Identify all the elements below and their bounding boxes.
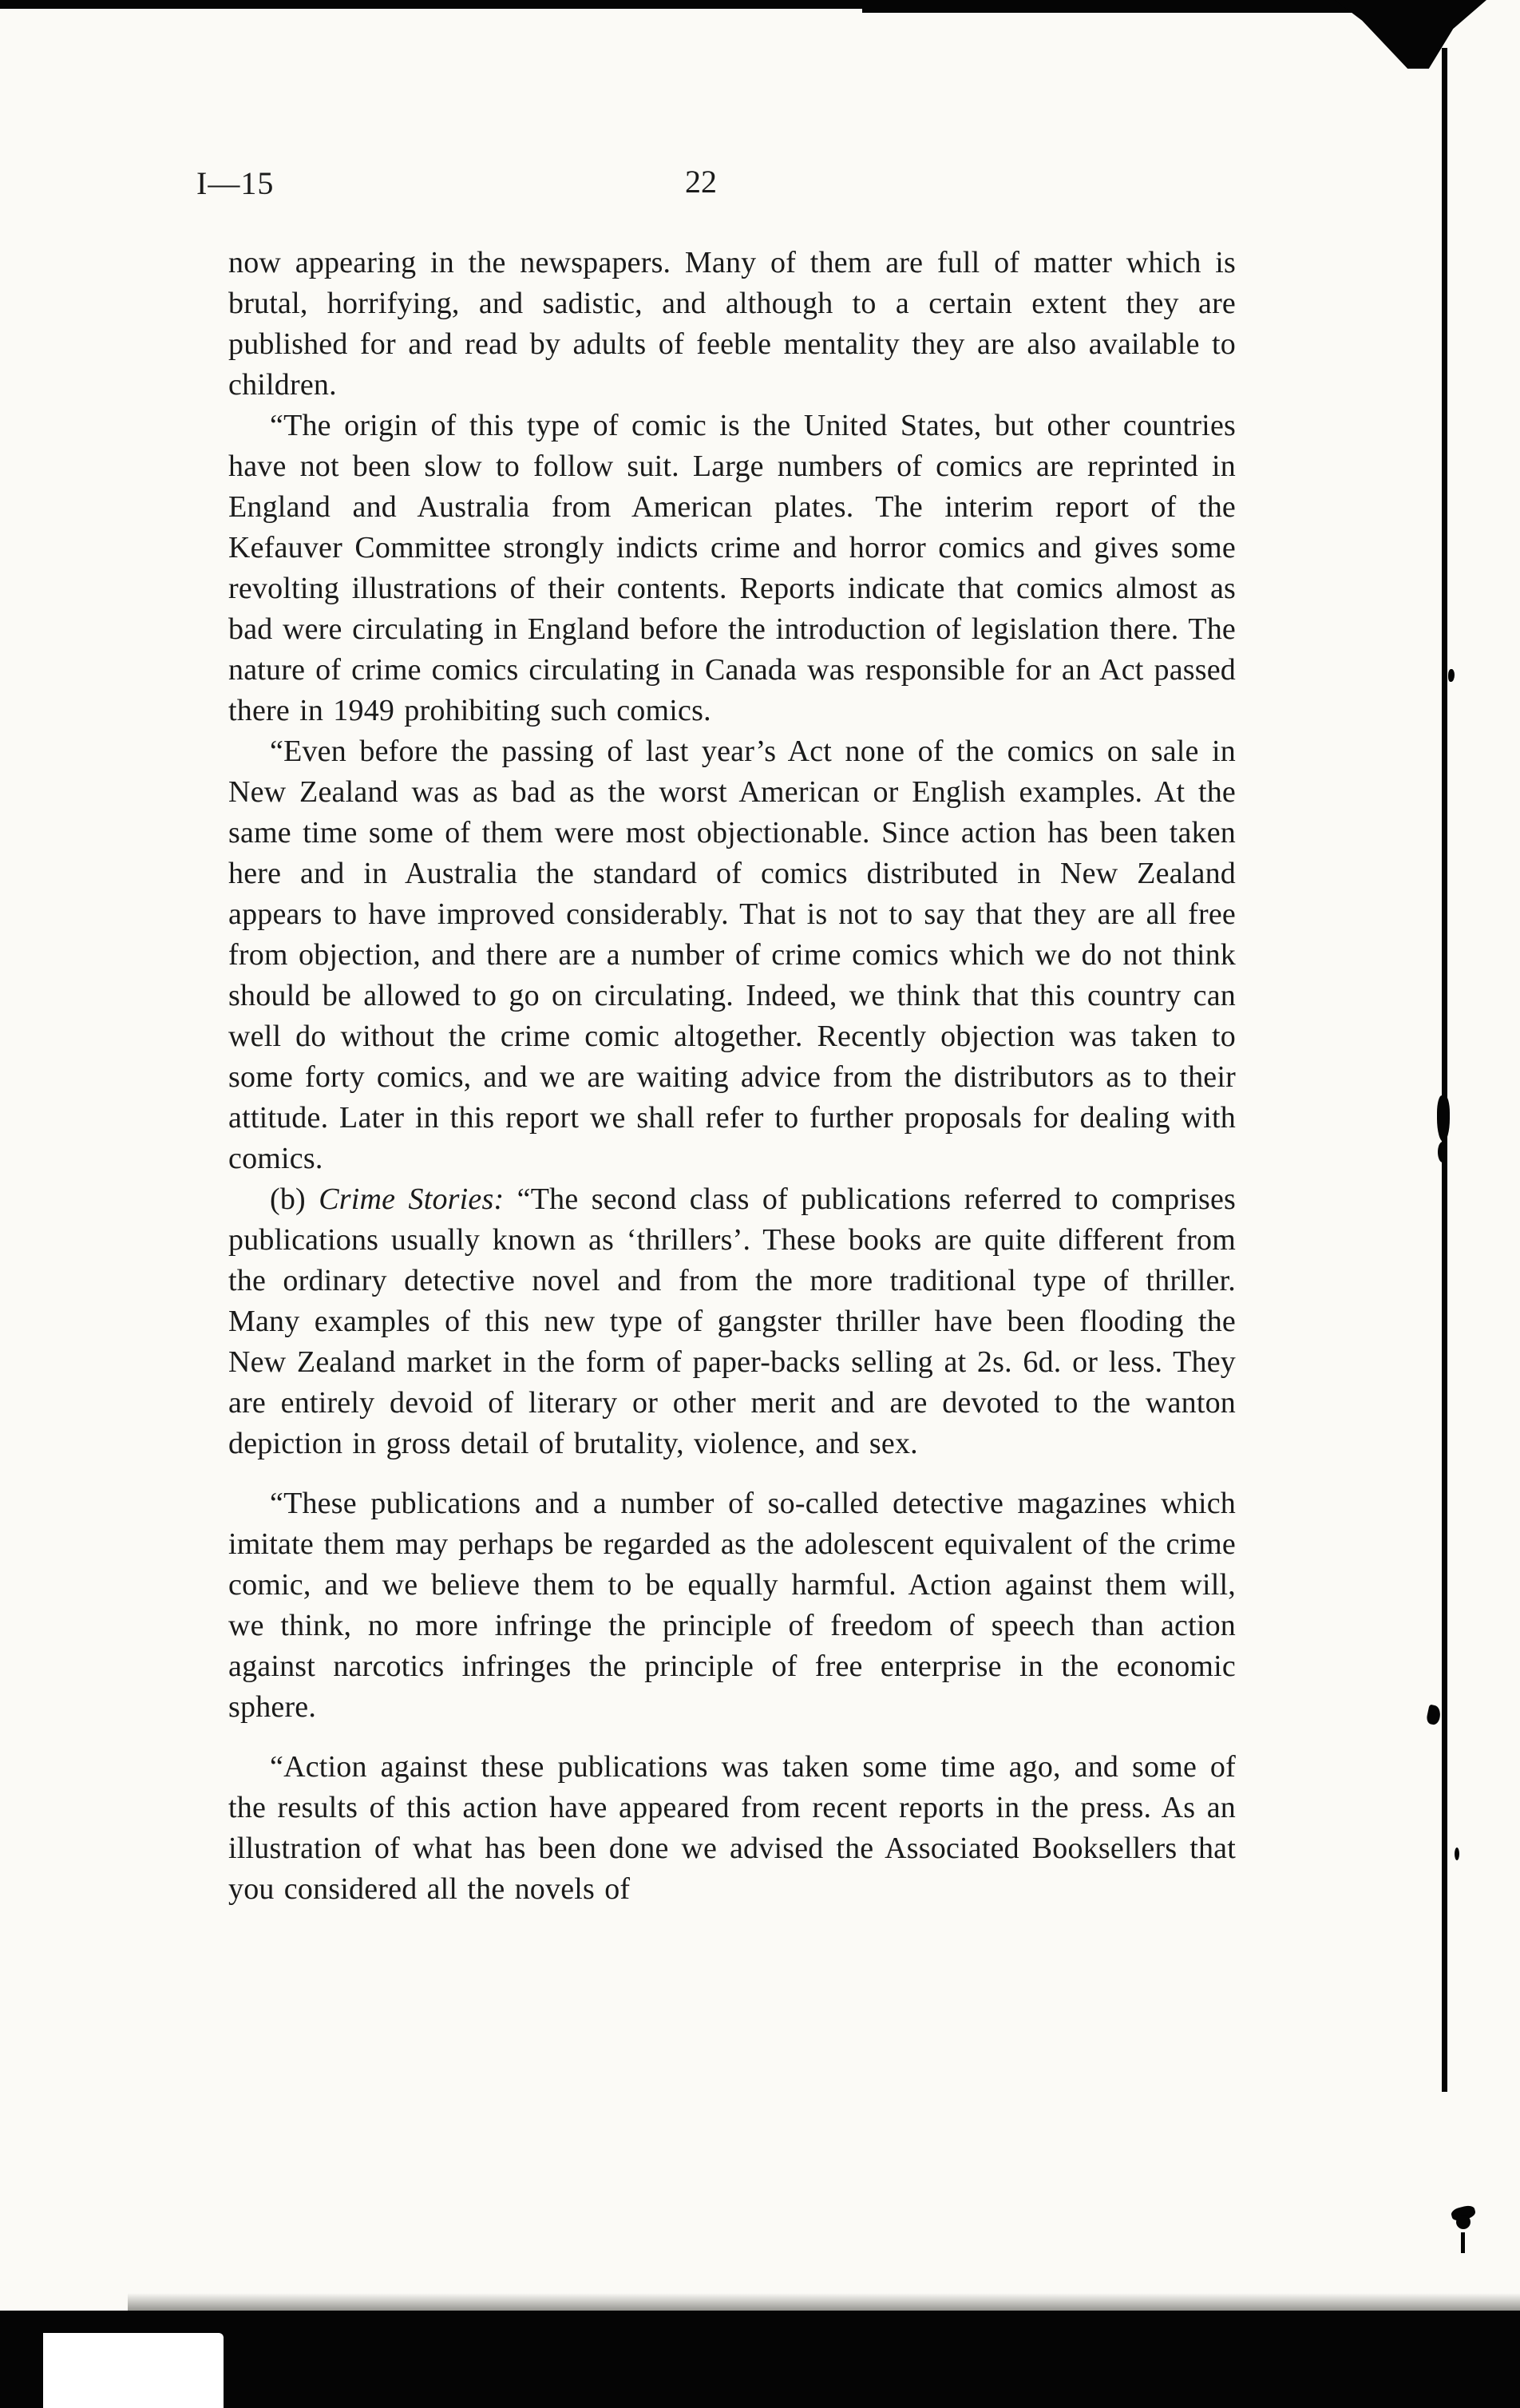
- paragraph-5: “These publications and a number of so-called detective magazines which imitate them may perhaps be regarded as the adolescent equivalent of the crime comic, and we believe them to be equally harmful. Action against them will, we think, no more infringe the principle of freedom of speech than action against narcotics infringes the principle of free enterprise in the economic sphere.: [228, 1487, 1236, 1724]
- paragraph-3: “Even before the passing of last year’s Act none of the comics on sale in New Zealand was as bad as the worst American or English examples. At the same time some of them were most objectionable. Since action has been taken here and in Australia the standard of comics distributed in New Zealand appears to have improved considerably. That is not to say that they are all free from objection, and there are a number of crime comics which we do not think should be allowed to go on circulating. Indeed, we think that this country can well do without the crime comic altogether. Recently objection was taken to some forty comics, and we are waiting advice from the distributors as to their attitude. Later in this report we shall refer to further proposals for dealing with comics.: [228, 735, 1236, 1175]
- scan-artifact-ink-blob: [1438, 1142, 1447, 1162]
- scan-artifact-ink-mark: [1456, 2215, 1471, 2229]
- scan-artifact-right-line: [1442, 48, 1447, 2092]
- page-number: 22: [685, 164, 717, 200]
- scan-artifact-speck: [1455, 1848, 1459, 1860]
- scan-artifact-top-bar-thick: [862, 0, 1373, 13]
- scan-artifact-speck: [1448, 669, 1455, 682]
- scan-artifact-bottom-cutout: [43, 2333, 224, 2408]
- paragraph-4: [228, 1179, 1236, 1464]
- paragraph-1: now appearing in the newspapers. Many of them are full of matter which is brutal, horrifying, and sadistic, and although to a certain extent they are published for and read by adults of feeble mentality they are also available to children.: [228, 246, 1236, 402]
- paragraph-6: “Action against these publications was taken some time ago, and some of the results of this action have appeared from recent reports in the press. As an illustration of what has been done we advised the Associated Booksellers that you considered all the novels of: [228, 1750, 1236, 1906]
- scan-artifact-top-bar: [0, 0, 894, 9]
- scan-artifact-bottom-shadow: [128, 2293, 1520, 2312]
- paragraph-4-enumerator: (b): [270, 1182, 319, 1216]
- scan-artifact-corner-wedge: [1335, 0, 1486, 69]
- section-number: I—15: [196, 165, 275, 201]
- scan-artifact-ink-blob: [1437, 1095, 1450, 1142]
- scan-artifact-ink-mark: [1461, 2232, 1465, 2253]
- paragraph-2: “The origin of this type of comic is the United States, but other countries have not been slow to follow suit. Large numbers of comics are reprinted in England and Australia from American plates. The interim report of the Kefauver Committee strongly indicts crime and horror comics and gives some revolting illustrations of their contents. Reports indicate that comics almost as bad were circulating in England before the introduction of legislation there. The nature of crime comics circulating in Canada was responsible for an Act passed there in 1949 prohibiting such comics.: [228, 409, 1236, 727]
- paragraph-4-heading: Crime Stories:: [319, 1182, 505, 1216]
- scan-artifact-bottom-band: [0, 2311, 1520, 2408]
- scan-artifact-speck: [1426, 1705, 1443, 1726]
- paragraph-4-text: “The second class of publications referred to comprises publications usually known as ‘thrillers’. These books are quite different from the ordinary detective novel and from the more traditional type of thriller. Many examples of this new type of gangster thriller have been flooding the New Zealand market in the form of paper-backs selling at 2s. 6d. or less. They are entirely devoid of literary or other merit and are devoted to the wanton depiction in gross detail of brutality, violence, and sex.: [228, 1182, 1236, 1460]
- body-text: [228, 243, 1236, 1910]
